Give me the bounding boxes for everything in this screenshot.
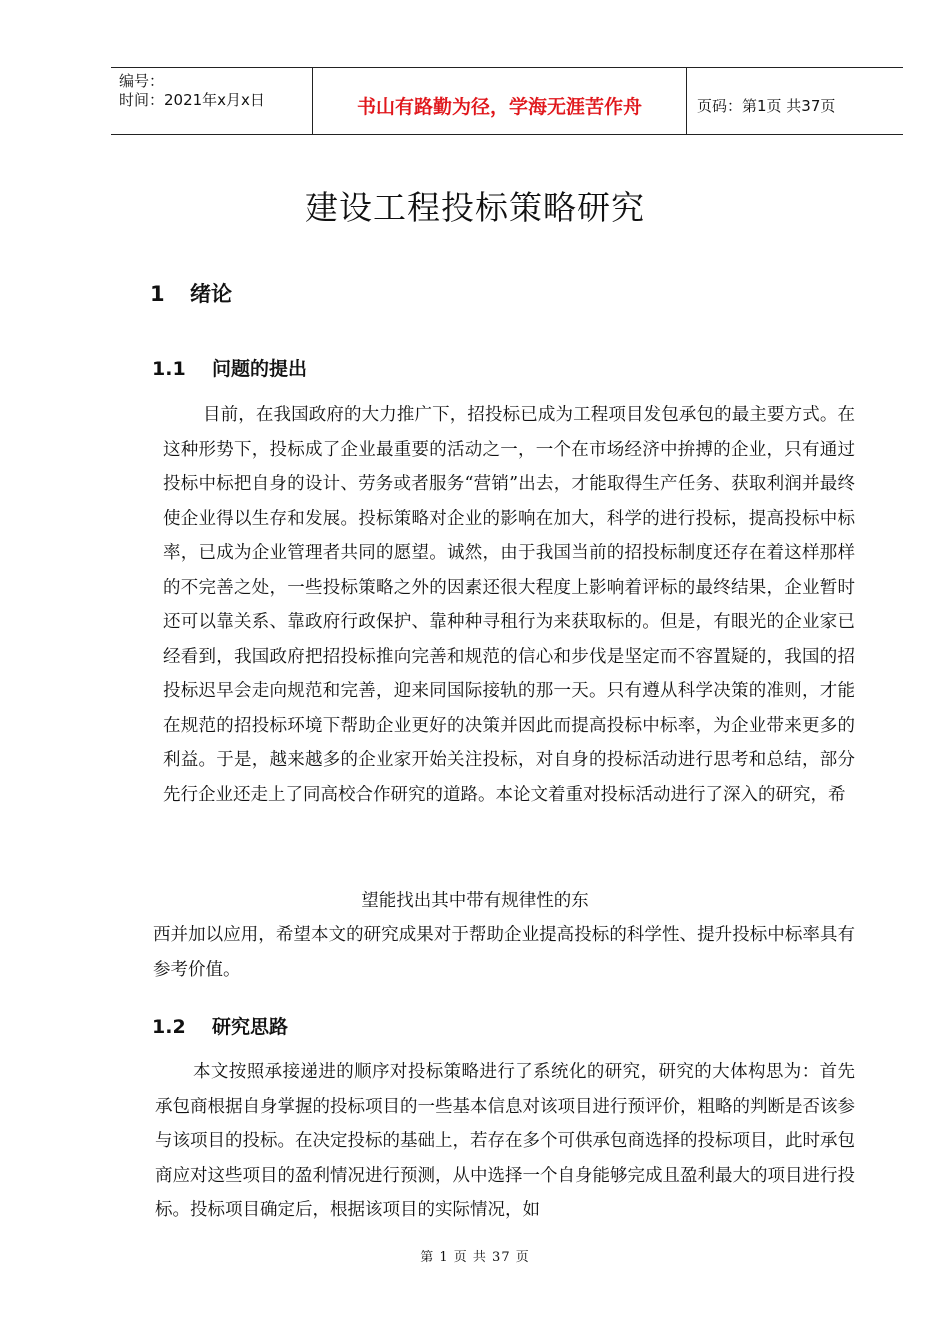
page-header bbox=[111, 67, 903, 135]
section-title: 绪论 bbox=[190, 282, 232, 306]
section-heading-1 bbox=[150, 278, 232, 308]
section-number: 1 bbox=[150, 282, 165, 306]
section-heading-1-1 bbox=[152, 354, 307, 381]
header-meta bbox=[111, 68, 313, 134]
section-title: 问题的提出 bbox=[212, 358, 308, 380]
document-title: 建设工程投标策略研究 bbox=[305, 188, 645, 227]
paragraph-intro-fragment: 望能找出其中带有规律性的东 bbox=[361, 891, 589, 911]
section-heading-1-2 bbox=[152, 1012, 288, 1039]
header-page-info: 页码：第1页 共37页 bbox=[697, 96, 836, 115]
paragraph-research-approach: 本文按照承接递进的顺序对投标策略进行了系统化的研究，研究的大体构思为：首先承包商根据自身掌握的投标项目的一些基本信息对该项目进行预评价，粗略的判断是否该参与该项目的投标。在决定投标的基础上，若存在多个可供承包商选择的投标项目，此时承包商应对这些项目的盈利情况进行预测，从中选择一个自身能够完成且盈利最大的项目进行投标。投标项目确定后，根据该项目的实际情况，如 bbox=[155, 1062, 855, 1220]
paragraph-intro-end: 西并加以应用，希望本文的研究成果对于帮助企业提高投标的科学性、提升投标中标率具有参考价值。 bbox=[153, 925, 855, 980]
section-title: 研究思路 bbox=[212, 1016, 289, 1038]
document-number-label: 编号： bbox=[119, 72, 165, 90]
document-time-label: 时间：2021年x月x日 bbox=[119, 91, 265, 109]
paragraph-intro: 目前，在我国政府的大力推广下，招投标已成为工程项目发包承包的最主要方式。在这种形势下，投标成了企业最重要的活动之一，一个在市场经济中拚搏的企业，只有通过投标中标把自身的设计、劳务或者服务“营销”出去，才能取得生产任务、获取利润并最终使企业得以生存和发展。投标策略对企业的影响在加大，科学的进行投标，提高投标中标率，已成为企业管理者共同的愿望。诚然，由于我国当前的招投标制度还存在着这样那样的不完善之处，一些投标策略之外的因素还很大程度上影响着评标的最终结果，企业暂时还可以靠关系、靠政府行政保护、靠种种寻租行为来获取标的。但是，有眼光的企业家已经看到，我国政府把招投标推向完善和规范的信心和步伐是坚定而不容置疑的，我国的招投标迟早会走向规范和完善，迎来同国际接轨的那一天。只有遵从科学决策的准则，才能在规范的招投标环境下帮助企业更好的决策并因此而提高投标中标率，为企业带来更多的利益。于是，越来越多的企业家开始关注投标，对自身的投标活动进行思考和总结，部分先行企业还走上了同高校合作研究的道路。本论文着重对投标活动进行了深入的研究，希 bbox=[163, 405, 855, 805]
section-number: 1.2 bbox=[152, 1016, 186, 1038]
header-motto: 书山有路勤为径，学海无涯苦作舟 bbox=[313, 68, 687, 134]
section-number: 1.1 bbox=[152, 358, 186, 380]
page-footer: 第 1 页 共 37 页 bbox=[420, 1250, 530, 1265]
